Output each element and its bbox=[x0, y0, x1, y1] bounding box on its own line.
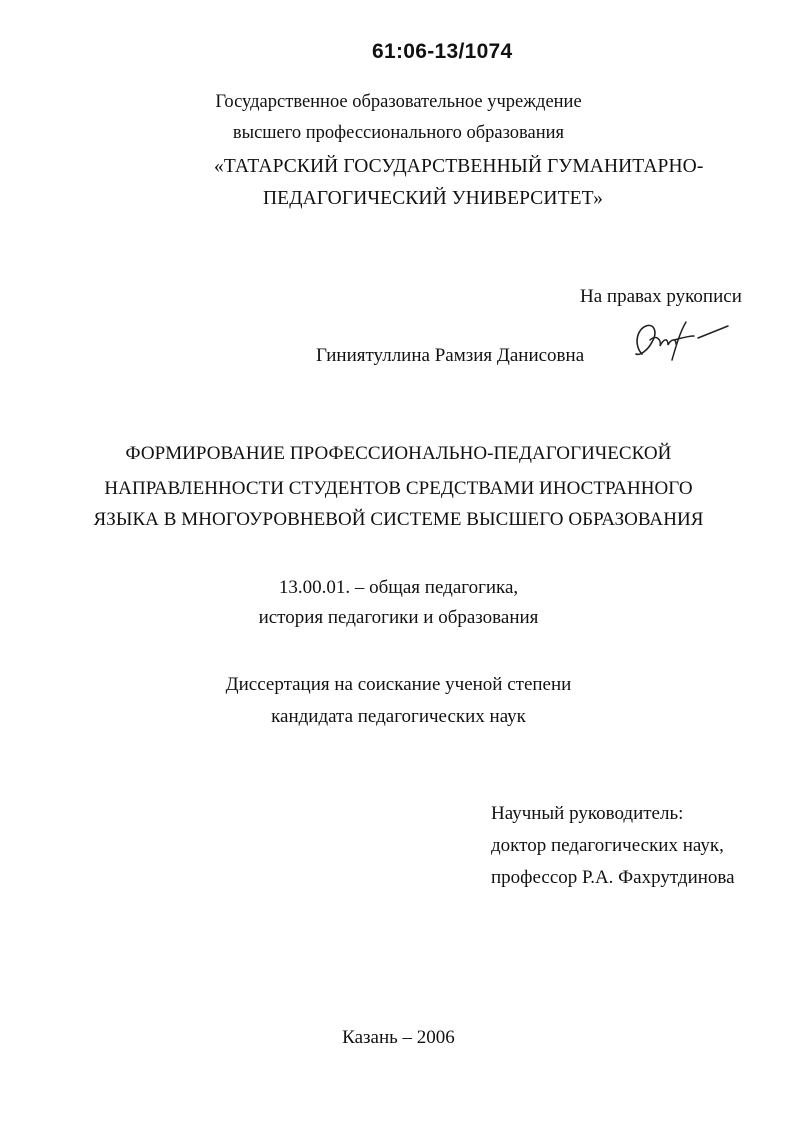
title-line-1: ФОРМИРОВАНИЕ ПРОФЕССИОНАЛЬНО-ПЕДАГОГИЧЕСКОЙ bbox=[125, 443, 672, 464]
title-line-2: НАПРАВЛЕННОСТИ СТУДЕНТОВ СРЕДСТВАМИ ИНОСТРАННОГО bbox=[104, 478, 693, 499]
place-year: Казань – 2006 bbox=[342, 1027, 455, 1048]
institution-line-2: высшего профессионального образования bbox=[232, 123, 565, 143]
handwritten-signature bbox=[628, 318, 732, 364]
degree-line-2: кандидата педагогических наук bbox=[271, 706, 526, 727]
institution-line-1: Государственное образовательное учреждение bbox=[215, 92, 582, 112]
manuscript-note: На правах рукописи bbox=[580, 286, 742, 307]
supervisor-degree: доктор педагогических наук, bbox=[491, 835, 724, 856]
author-name: Гиниятуллина Рамзия Данисовна bbox=[316, 345, 585, 366]
specialty-line-2: история педагогики и образования bbox=[258, 607, 539, 628]
supervisor-name: профессор Р.А. Фахрутдинова bbox=[491, 867, 735, 888]
title-line-3: ЯЗЫКА В МНОГОУРОВНЕВОЙ СИСТЕМЕ ВЫСШЕГО ОБРАЗОВАНИЯ bbox=[93, 509, 704, 530]
degree-line-1: Диссертация на соискание ученой степени bbox=[225, 674, 572, 695]
institution-line-3: «ТАТАРСКИЙ ГОСУДАРСТВЕННЫЙ ГУМАНИТАРНО- bbox=[214, 156, 704, 177]
institution-line-4: ПЕДАГОГИЧЕСКИЙ УНИВЕРСИТЕТ» bbox=[263, 188, 603, 209]
registration-code: 61:06-13/1074 bbox=[372, 40, 513, 63]
supervisor-label: Научный руководитель: bbox=[491, 803, 684, 824]
specialty-line-1: 13.00.01. – общая педагогика, bbox=[278, 577, 519, 598]
